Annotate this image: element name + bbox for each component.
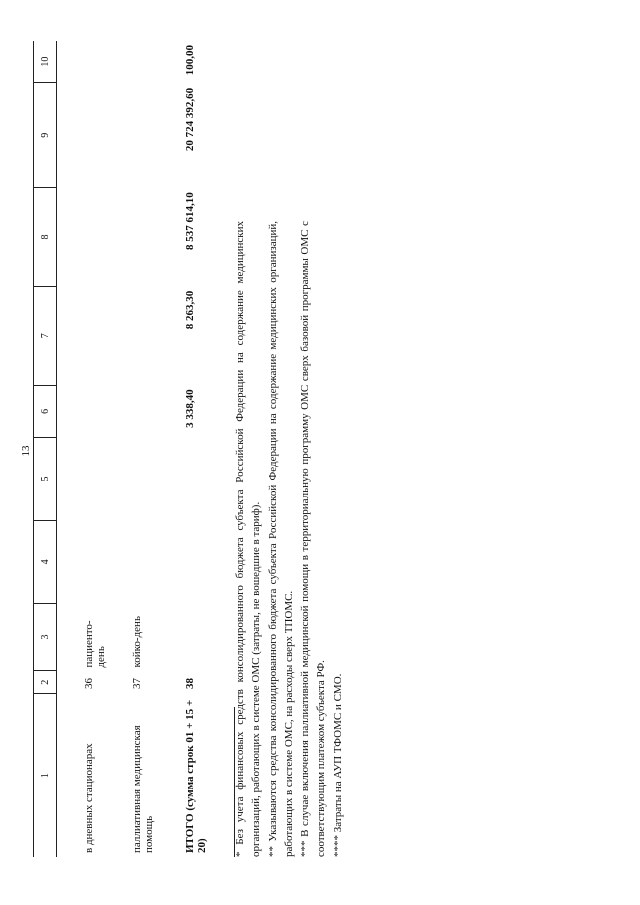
total-row-unit: [184, 604, 208, 672]
column-number-row: [33, 41, 57, 857]
row-cell-6: [131, 385, 155, 438]
column-number-9: 9: [34, 83, 56, 188]
table-row: [83, 41, 107, 857]
column-number-3: 3: [34, 604, 56, 672]
row-cell-5: [83, 438, 107, 521]
row-unit: пациенто-день: [83, 620, 107, 668]
total-row: [184, 41, 208, 857]
total-row-name: ИТОГО (сумма строк 01 + 15 + 20): [184, 699, 208, 853]
row-name: паллиативная медицинская помощь: [131, 725, 155, 853]
row-cell-7: [83, 287, 107, 386]
row-cell-10: [131, 41, 155, 84]
total-row-cell-4: [184, 521, 208, 604]
column-number-8: 8: [34, 188, 56, 287]
row-cell-7: [131, 287, 155, 386]
column-number-10: 10: [34, 41, 56, 83]
row-cell-9: [131, 84, 155, 188]
total-row-cell-10: 100,00: [184, 45, 196, 76]
row-name: в дневных стационарах: [83, 743, 95, 853]
column-number-7: 7: [34, 287, 56, 386]
row-cell-8: [83, 188, 107, 287]
table-row: [131, 41, 155, 857]
column-number-4: 4: [34, 521, 56, 604]
row-code: 37: [131, 677, 143, 689]
row-cell-6: [83, 385, 107, 438]
row-cell-5: [131, 438, 155, 521]
row-cell-10: [83, 41, 107, 84]
row-cell-4: [131, 521, 155, 604]
footnote-4: **** Затраты на АУП ТФОМС и СМО.: [331, 673, 344, 857]
column-number-6: 6: [34, 386, 56, 438]
total-row-cell-7: 8 263,30: [184, 290, 196, 330]
row-cell-4: [83, 521, 107, 604]
row-cell-9: [83, 84, 107, 188]
page-number: 13: [20, 445, 32, 457]
footnote-2: ** Указываются средства консолидированного бюджета субъекта Российской Федерации на содержание медицинских организаций, работающих в системе ОМС, на расходы сверх ТПОМС.: [266, 221, 295, 857]
column-number-5: 5: [34, 438, 56, 521]
column-number-2: 2: [34, 671, 56, 694]
row-cell-8: [131, 188, 155, 287]
total-row-cell-9: 20 724 392,60: [184, 87, 196, 152]
total-row-cell-6: 3 338,40: [184, 389, 196, 428]
total-row-code: 38: [184, 677, 196, 689]
total-row-cell-8: 8 537 614,10: [184, 192, 196, 250]
footnote-1: * Без учета финансовых средств консолидированного бюджета субъекта Российской Федерации на содержание медицинских организаций, работающих в системе ОМС (затраты, не вошедшие в тариф).: [234, 221, 263, 857]
column-number-1: 1: [39, 773, 51, 779]
footnotes: [232, 221, 346, 857]
total-row-cell-5: [184, 438, 208, 521]
row-code: 36: [83, 677, 95, 689]
footnote-3: *** В случае включения паллиативной медицинской помощи в территориальную программу ОМС сверх базовой программы ОМС с соответствующим платежом субъекта РФ.: [299, 221, 328, 857]
row-unit: койко-день: [131, 616, 143, 668]
